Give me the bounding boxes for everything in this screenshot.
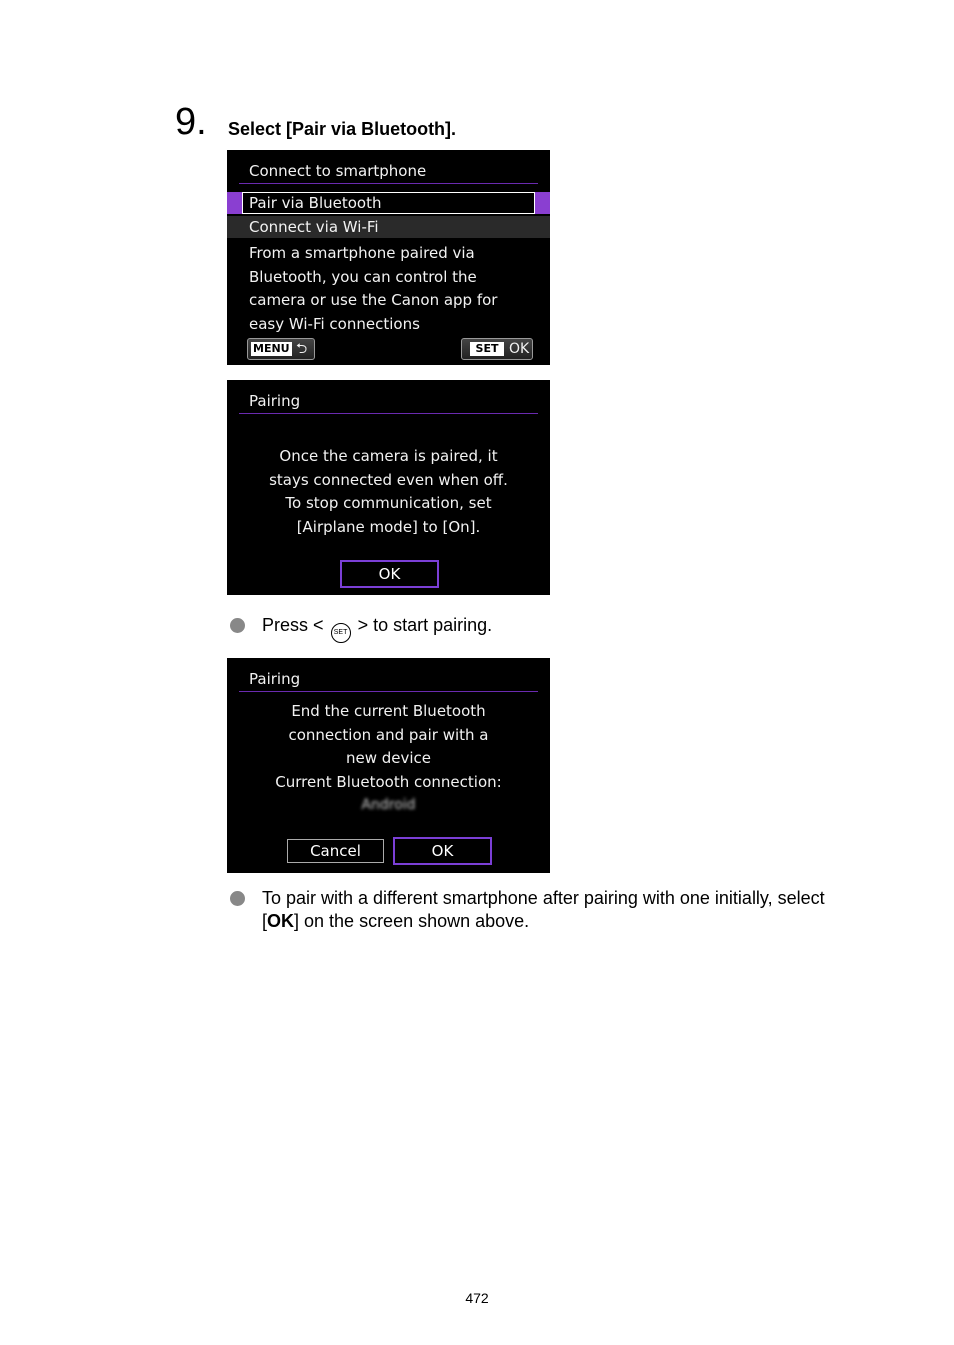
pairing-new-device-screen (227, 658, 550, 873)
bullet-dot (230, 891, 245, 906)
pairing-message (227, 445, 550, 539)
step-title: Select [Pair via Bluetooth]. (228, 119, 457, 139)
set-ok-button[interactable] (461, 338, 533, 360)
message-line: stays connected even when off. (269, 470, 508, 489)
message-line: [Airplane mode] to [On]. (296, 517, 481, 536)
connect-to-smartphone-screen (227, 150, 550, 365)
selection-bar-left (227, 192, 242, 214)
bullet-line-1: To pair with a different smartphone after pairing with one initially, select (262, 888, 825, 908)
ok-bold: OK (267, 911, 295, 931)
menu-item-pair-via-bluetooth[interactable] (227, 192, 550, 214)
screen-description (249, 242, 539, 336)
blurred-device-name: Android (361, 797, 416, 813)
return-arrow-icon: ⮌ (296, 341, 308, 357)
message-line: End the current Bluetooth (291, 702, 486, 720)
bullet-dot (230, 618, 245, 633)
ok-button[interactable]: OK (393, 837, 492, 865)
pairing-info-screen (227, 380, 550, 595)
screen-title: Connect to smartphone (249, 162, 427, 180)
set-button-icon: SET (331, 623, 351, 643)
message-line: To stop communication, set (285, 494, 492, 512)
title-divider (239, 691, 538, 692)
description-line: easy Wi-Fi connections (249, 314, 420, 333)
message-line: Current Bluetooth connection: (275, 772, 502, 791)
ok-button[interactable]: OK (340, 560, 439, 588)
bracket-open: [ (262, 911, 268, 931)
menu-item-label: Connect via Wi-Fi (249, 218, 379, 236)
menu-back-button[interactable] (247, 338, 315, 360)
description-line: Bluetooth, you can control the (249, 267, 477, 286)
description-line: From a smartphone paired via (249, 244, 475, 262)
set-key-label: SET (470, 342, 504, 356)
menu-key-label: MENU (253, 342, 290, 355)
screen-title: Pairing (249, 670, 301, 688)
menu-item-connect-via-wifi[interactable] (227, 216, 550, 238)
message-line: connection and pair with a (288, 725, 489, 744)
description-line: camera or use the Canon app for (249, 291, 498, 309)
cancel-button[interactable]: Cancel (287, 839, 384, 863)
menu-item-label: Pair via Bluetooth (249, 194, 382, 212)
step-number: 9. (175, 101, 207, 143)
message-line: Once the camera is paired, it (279, 447, 498, 465)
bullet-text-before: Press < (262, 615, 324, 635)
pairing-message (227, 700, 550, 794)
page-number: 472 (465, 1290, 489, 1306)
title-divider (239, 183, 538, 184)
bullet-text-after: > to start pairing. (357, 615, 493, 635)
message-line: new device (345, 749, 432, 767)
selection-bar-right (535, 192, 550, 214)
title-divider (239, 413, 538, 414)
bullet-line-2-rest: ] on the screen shown above. (294, 911, 530, 931)
bullet-text (262, 614, 492, 643)
screen-title: Pairing (249, 392, 301, 410)
bullet-text (262, 887, 825, 933)
bullet-line-2 (262, 910, 825, 933)
ok-label: OK (509, 341, 530, 357)
